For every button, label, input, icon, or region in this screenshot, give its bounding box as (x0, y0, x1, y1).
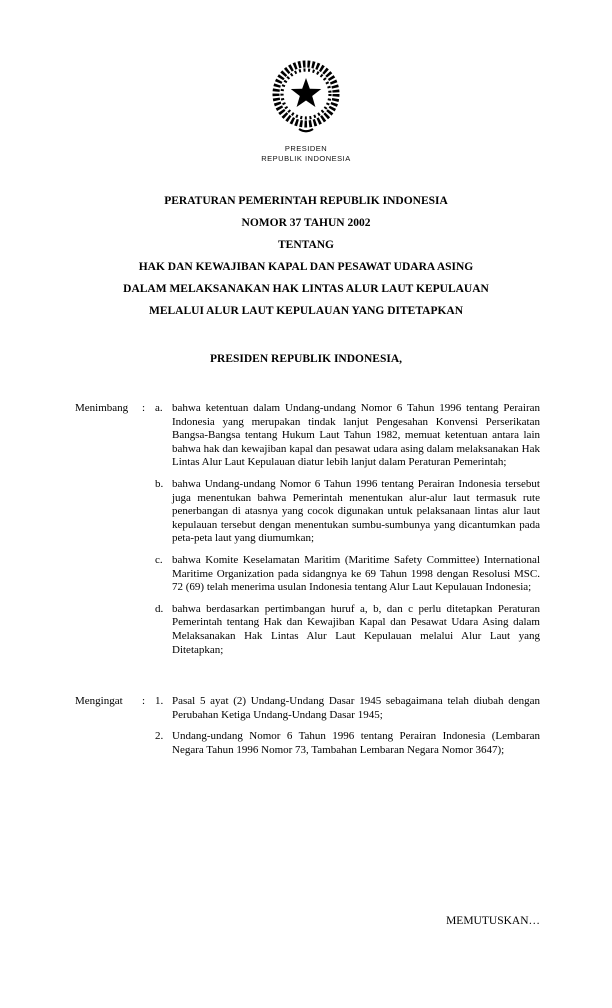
mengingat-item-1 (155, 695, 540, 722)
title-line-tentang: TENTANG (277, 239, 335, 251)
title-line-subject-1: HAK DAN KEWAJIBAN KAPAL DAN PESAWAT UDARA ASING (138, 261, 474, 273)
item-marker: a. (155, 402, 163, 414)
letterhead-republik-indonesia: REPUBLIK INDONESIA (261, 154, 351, 163)
letterhead (0, 144, 612, 164)
title-line-number: NOMOR 37 TAHUN 2002 (241, 217, 371, 229)
item-marker: 2. (155, 730, 164, 743)
mengingat-label: Mengingat (75, 695, 123, 708)
item-marker: c. (155, 553, 163, 566)
mengingat-items (155, 695, 540, 757)
menimbang-label: Menimbang (75, 402, 129, 414)
mengingat-item-2 (155, 730, 540, 757)
item-text: bahwa ketentuan dalam Undang-undang Nomor 6 Tahun 1996 tentang Perairan Indonesia yang merupakan tindak lanjut Pengesahan Konvensi Perserikatan Bangsa-Bangsa tentang Hukum Laut Tahun 1982, memuat ketentuan antara lain bahwa hak dan kewajiban kapal dan pesawat udara asing dalam melaksanakan Hak Lintas Alur Laut Kepulauan diatur lebih lanjut dalam Peraturan Pemerintah; (172, 402, 540, 469)
item-text: bahwa Undang-undang Nomor 6 Tahun 1996 tentang Perairan Indonesia tersebut juga menentukan bahwa Pemerintah menentukan alur-alur laut termasuk rute penerbangan di atasnya yang cocok digunakan untuk pelaksanaan lintas alur laut kepulauan tersebut dengan menentukan sumbu-sumbunya yang dicantumkan pada peta-peta laut yang diumumkan; (172, 477, 540, 545)
item-text: Pasal 5 ayat (2) Undang-Undang Dasar 1945 sebagaimana telah diubah dengan Perubahan Ketiga Undang-Undang Dasar 1945; (172, 695, 540, 721)
preamble-heading: PRESIDEN REPUBLIK INDONESIA, (209, 353, 403, 365)
title-line-subject-2: DALAM MELAKSANAKAN HAK LINTAS ALUR LAUT KEPULAUAN (123, 283, 489, 295)
menimbang-item-a (155, 402, 540, 470)
item-marker: 1. (155, 695, 164, 708)
emblem-container (0, 0, 612, 141)
document-title (0, 190, 612, 322)
letterhead-presiden: PRESIDEN (284, 144, 328, 153)
section-mengingat (0, 695, 612, 757)
continuation-note: MEMUTUSKAN… (446, 915, 540, 927)
presidential-seal-icon (264, 52, 348, 141)
title-line-subject-3: MELALUI ALUR LAUT KEPULAUAN YANG DITETAPKAN (148, 305, 464, 317)
mengingat-separator: : (142, 695, 146, 708)
menimbang-separator: : (142, 402, 146, 414)
item-marker: b. (155, 477, 164, 490)
title-line-regulation: PERATURAN PEMERINTAH REPUBLIK INDONESIA (164, 195, 448, 207)
menimbang-item-b (155, 478, 540, 546)
menimbang-items (155, 402, 540, 657)
section-menimbang (0, 402, 612, 657)
item-text: bahwa berdasarkan pertimbangan huruf a, b, dan c perlu ditetapkan Peraturan Pemerintah tentang Hak dan Kewajiban Kapal dan Pesawat Udara Asing dalam Melaksanakan Hak Lintas Alur Laut Kepulauan melalui Alur Laut yang Ditetapkan; (172, 602, 540, 656)
item-marker: d. (155, 602, 164, 615)
item-text: bahwa Komite Keselamatan Maritim (Maritime Safety Committee) International Maritime Organization pada sidangnya ke 69 Tahun 1998 dengan Resolusi MSC. 72 (69) telah menerima usulan Indonesia tentang Alur Laut Kepulauan Indonesia; (172, 553, 540, 594)
menimbang-item-d (155, 603, 540, 657)
item-text: Undang-undang Nomor 6 Tahun 1996 tentang Perairan Indonesia (Lembaran Negara Tahun 1996 Nomor 73, Tambahan Lembaran Negara Nomor 3647); (172, 730, 540, 756)
menimbang-item-c (155, 554, 540, 595)
